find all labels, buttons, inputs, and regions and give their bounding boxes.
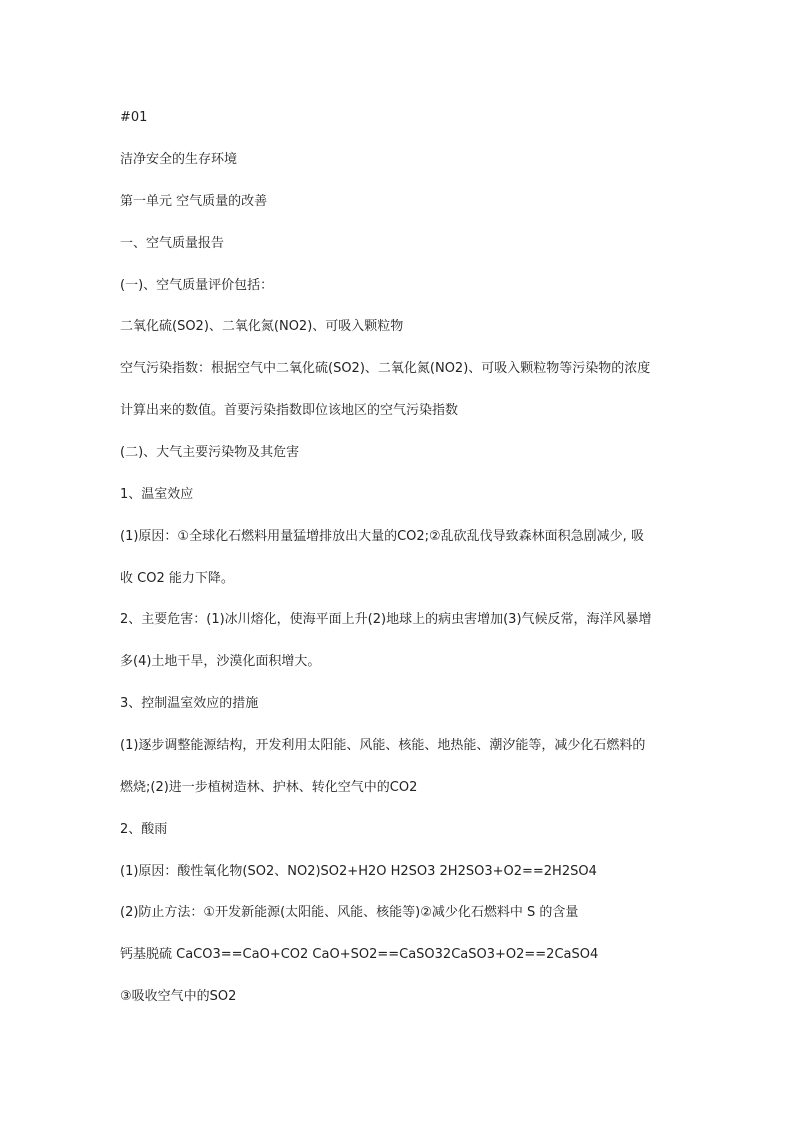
paragraph-greenhouse-cause-2: 收 CO2 能力下降。 (120, 571, 234, 586)
subheading-evaluation: (一)、空气质量评价包括： (120, 278, 274, 293)
subheading-main-pollutants: (二)、大气主要污染物及其危害 (120, 445, 300, 460)
heading-greenhouse-effect: 1、温室效应 (120, 487, 194, 502)
paragraph-pollutants: 二氧化硫(SO2)、二氧化氮(NO2)、可吸入颗粒物 (120, 319, 404, 334)
unit-title: 第一单元 空气质量的改善 (120, 194, 268, 209)
paragraph-pollution-index-1: 空气污染指数：根据空气中二氧化硫(SO2)、二氧化氮(NO2)、可吸入颗粒物等污染物的浓度 (120, 361, 651, 376)
paragraph-greenhouse-harm-1: 2、主要危害：(1)冰川熔化，使海平面上升(2)地球上的病虫害增加(3)气候反常，海洋风暴增 (120, 612, 652, 627)
heading-air-quality-report: 一、空气质量报告 (120, 236, 225, 251)
paragraph-calcium-desulfurization: 钙基脱硫 CaCO3==CaO+CO2 CaO+SO2==CaSO32CaSO3+O2==2CaSO4 (120, 947, 599, 962)
paragraph-greenhouse-control-2: 燃烧;(2)进一步植树造林、护林、转化空气中的CO2 (120, 780, 418, 795)
paragraph-acid-rain-cause: (1)原因：酸性氧化物(SO2、NO2)SO2+H2O H2SO3 2H2SO3+O2==2H2SO4 (120, 864, 597, 879)
heading-greenhouse-control: 3、控制温室效应的措施 (120, 696, 259, 711)
chapter-title: 洁净安全的生存环境 (120, 152, 238, 167)
heading-acid-rain: 2、酸雨 (120, 822, 168, 837)
section-number: #01 (120, 110, 148, 125)
paragraph-pollution-index-2: 计算出来的数值。首要污染指数即位该地区的空气污染指数 (120, 403, 459, 418)
paragraph-greenhouse-cause-1: (1)原因：①全球化石燃料用量猛增排放出大量的CO2;②乱砍乱伐导致森林面积急剧减少, 吸 (120, 529, 644, 544)
paragraph-absorb-so2: ③吸收空气中的SO2 (120, 989, 237, 1004)
paragraph-greenhouse-control-1: (1)逐步调整能源结构，开发利用太阳能、风能、核能、地热能、潮汐能等，减少化石燃料的 (120, 738, 646, 753)
paragraph-acid-rain-prevention: (2)防止方法：①开发新能源(太阳能、风能、核能等)②减少化石燃料中 S 的含量 (120, 905, 579, 920)
paragraph-greenhouse-harm-2: 多(4)土地干旱，沙漠化面积增大。 (120, 654, 321, 669)
